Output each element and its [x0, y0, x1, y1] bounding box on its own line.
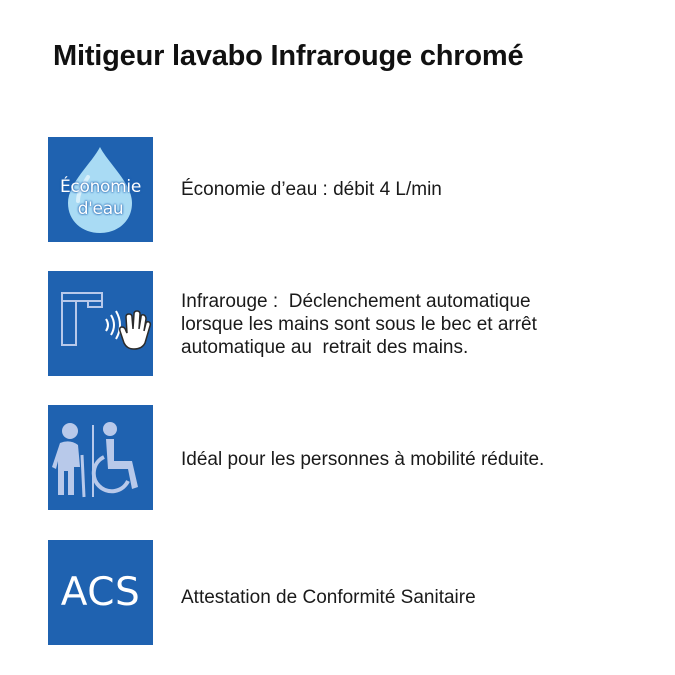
water-saving-tile: [48, 137, 153, 242]
feature-text-infrared: Infrarouge : Déclenchement automatique lorsque les mains sont sous le bec et arrêt automatique au retrait des mains.: [181, 291, 537, 358]
feature-text-reduced-mobility: Idéal pour les personnes à mobilité réduite.: [181, 449, 545, 470]
water-saving-badge-line2: d'eau: [77, 199, 124, 219]
feature-text-water-saving: Économie d’eau : débit 4 L/min: [181, 179, 442, 200]
feature-text-acs: Attestation de Conformité Sanitaire: [181, 587, 476, 608]
reduced-mobility-tile: [48, 405, 153, 510]
reduced-mobility-icon: [48, 405, 153, 510]
infrared-faucet-hand-icon: [48, 271, 153, 376]
page-title: Mitigeur lavabo Infrarouge chromé: [53, 40, 524, 72]
water-saving-badge-line1: Économie: [59, 177, 141, 197]
acs-certification-icon: ACS: [60, 570, 141, 615]
infrared-tile: [48, 271, 153, 376]
acs-tile: [48, 540, 153, 645]
